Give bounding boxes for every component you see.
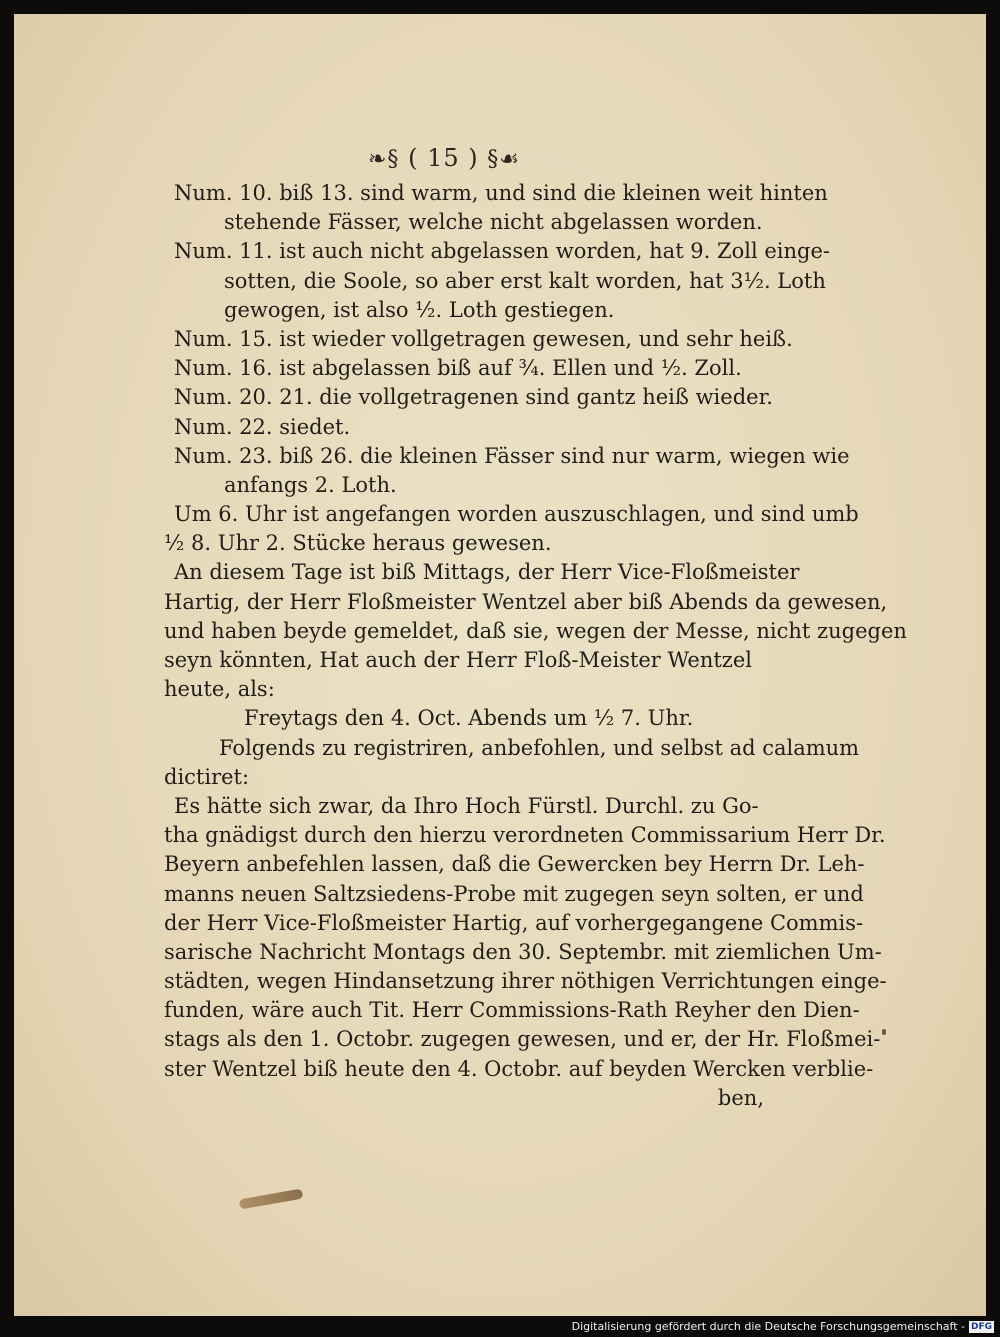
text-line: An diesem Tage ist biß Mittags, der Herr Vice-Floßmeister — [174, 560, 800, 585]
text-line: stags als den 1. Octobr. zugegen gewesen, und er, der Hr. Floßmei- — [164, 1027, 881, 1052]
paper-stain — [239, 1189, 304, 1210]
text-line: stehende Fässer, welche nicht abgelassen worden. — [224, 210, 763, 235]
left-ornament-icon: ❧§ — [368, 147, 400, 172]
text-line: Num. 15. ist wieder vollgetragen gewesen, und sehr heiß. — [174, 326, 793, 351]
dfg-logo-icon: DFG — [970, 1322, 992, 1332]
text-line: Es hätte sich zwar, da Ihro Hoch Fürstl. Durchl. zu Go- — [174, 793, 759, 818]
scanned-page — [14, 14, 986, 1316]
text-line: ½ 8. Uhr 2. Stücke heraus gewesen. — [164, 531, 552, 556]
text-line: Um 6. Uhr ist angefangen worden auszuschlagen, und sind umb — [174, 502, 859, 527]
text-line: Beyern anbefehlen lassen, daß die Gewercken bey Herrn Dr. Leh- — [164, 852, 865, 877]
text-line: Num. 16. ist abgelassen biß auf ¾. Ellen und ½. Zoll. — [174, 356, 742, 381]
text-line: anfangs 2. Loth. — [224, 472, 397, 497]
text-line: Freytags den 4. Oct. Abends um ½ 7. Uhr. — [244, 706, 694, 731]
page-number: ( 15 ) — [408, 144, 479, 172]
text-line: tha gnädigst durch den hierzu verordneten Commissarium Herr Dr. — [164, 823, 886, 848]
text-line: Num. 22. siedet. — [174, 414, 351, 439]
text-line: seyn könnten, Hat auch der Herr Floß-Meister Wentzel — [164, 648, 752, 672]
text-line: ster Wentzel biß heute den 4. Octobr. auf beyden Wercken verblie- — [164, 1056, 874, 1081]
text-line: funden, wäre auch Tit. Herr Commissions-Rath Reyher den Dien- — [164, 998, 860, 1023]
body-text — [164, 179, 907, 1113]
text-line: heute, als: — [164, 677, 275, 702]
text-line: Num. 10. biß 13. sind warm, und sind die kleinen weit hinten — [174, 181, 828, 205]
text-line: Num. 23. biß 26. die kleinen Fässer sind nur warm, wiegen wie — [174, 443, 850, 468]
right-ornament-icon: §☙ — [487, 147, 520, 172]
footer-bar — [0, 1316, 1000, 1337]
text-line: Hartig, der Herr Floßmeister Wentzel aber biß Abends da gewesen, — [164, 589, 888, 614]
paper-speck — [882, 1029, 886, 1035]
text-line: manns neuen Saltzsiedens-Probe mit zugegen seyn solten, er und — [164, 881, 864, 906]
footer-credit: Digitalisierung gefördert durch die Deutsche Forschungsgemeinschaft - — [571, 1320, 965, 1333]
catchword: ben, — [717, 1085, 764, 1110]
text-line: gewogen, ist also ½. Loth gestiegen. — [224, 297, 615, 322]
text-line: sarische Nachricht Montags den 30. Septembr. mit ziemlichen Um- — [164, 939, 882, 964]
text-line: Folgends zu registriren, anbefohlen, und selbst ad calamum — [219, 735, 860, 760]
text-line: Num. 20. 21. die vollgetragenen sind gantz heiß wieder. — [174, 385, 773, 410]
text-line: und haben beyde gemeldet, daß sie, wegen der Messe, nicht zugegen — [164, 618, 907, 643]
text-line: städten, wegen Hindansetzung ihrer nöthigen Verrichtungen einge- — [164, 969, 887, 994]
text-line: sotten, die Soole, so aber erst kalt worden, hat 3½. Loth — [224, 268, 826, 293]
text-line: Num. 11. ist auch nicht abgelassen worden, hat 9. Zoll einge- — [174, 239, 830, 264]
text-line: dictiret: — [164, 764, 250, 789]
page-header — [344, 144, 544, 178]
text-line: der Herr Vice-Floßmeister Hartig, auf vorhergegangene Commis- — [164, 910, 864, 935]
